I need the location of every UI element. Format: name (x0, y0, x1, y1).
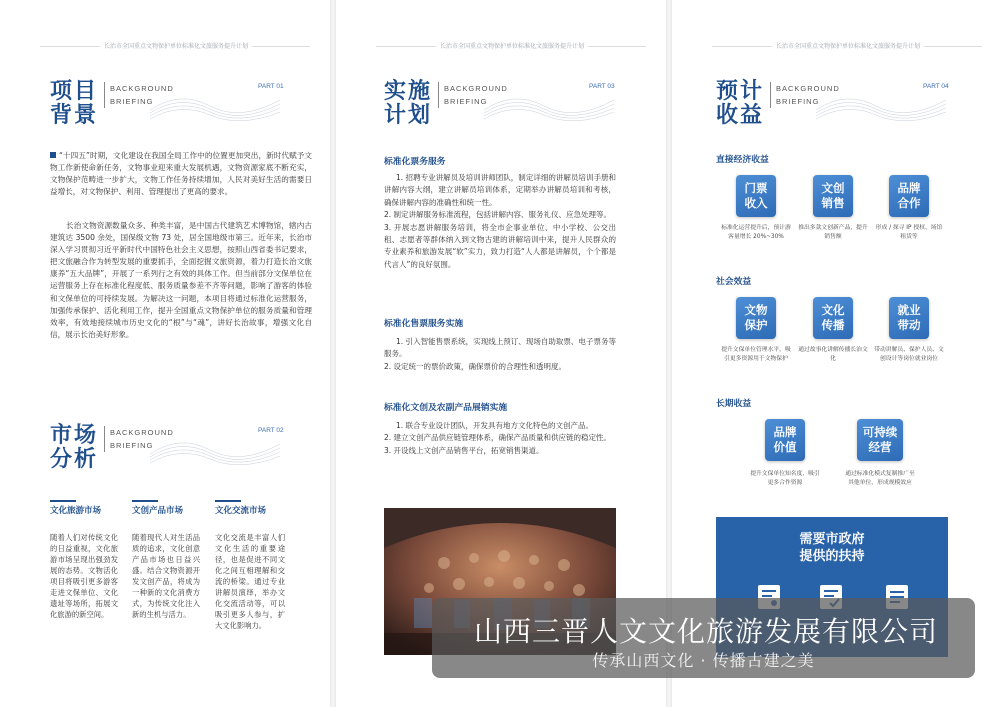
section-header-benefit (716, 80, 956, 136)
benefit-category-title: 社会效益 (716, 277, 752, 287)
benefit-category-title: 直接经济收益 (716, 155, 769, 165)
wave-decoration (150, 424, 280, 468)
section-subtitle: BACKGROUND BRIEFING (104, 82, 174, 108)
market-col-text: 随着人们对传统文化的日益重视，文化旅游市场呈现出强劲发展的态势。文物活化项目将吸引更多游客走进文保单位、文化遗址等场所，拓展文化旅游的新空间。 (50, 533, 118, 619)
part-label: PART 02 (258, 427, 284, 434)
benefit-category-title: 长期收益 (716, 399, 752, 409)
part-label: PART 04 (923, 83, 949, 90)
section-title: 预计 收益 (716, 79, 765, 128)
part-label: PART 01 (258, 83, 284, 90)
benefit-desc: 通过标准化模式复制推广至其他单位，形成规模效应 (845, 471, 915, 486)
background-paragraph-1 (50, 150, 312, 198)
benefit-desc: 带动讲解员、保护人员、文创设计等岗位就业岗位 (874, 347, 944, 362)
plan-block-text: 1. 引入智能售票系统，实现线上预订、现场自助取票、电子票务等服务。 2. 设定统一的票价政策，确保票价的合理性和透明度。 (384, 337, 616, 371)
market-col-title: 文化交流市场 (215, 506, 267, 516)
plan-block-title: 标准化票务服务 (384, 157, 446, 167)
company-watermark-overlay (432, 598, 975, 678)
benefit-desc: 推出多款文创新产品，提升销售额 (798, 225, 868, 240)
section-header-plan (384, 80, 624, 136)
benefit-desc: 形成 / 探寻 IP 授权、场馆租赁等 (875, 225, 943, 240)
benefit-box: 品牌 价值 (765, 419, 805, 461)
company-name: 山西三晋人文文化旅游发展有限公司 (473, 615, 938, 648)
section-title: 实施 计划 (384, 79, 433, 128)
plan-block-text: 1. 招聘专业讲解员及培训讲师团队，制定详细的讲解员培训手册和讲解内容大纲，建立讲解员培训体系，定期举办讲解员培训和考核，确保讲解内容的准确性和统一性。 2. 制定讲解服务标准流程，包括讲解内容、服务礼仪、应急处理等。 3. 开展志愿讲解服务培训，将全市企事业单位、中小学校、公交出租、志愿者等群体纳入到文物古建的讲解培训中来，提升人民群众的专业素养和旅游发展“软”实力，致力打造“人人都是讲解员，个个都是代言人”的良好氛围。 (384, 173, 616, 269)
section-subtitle: BACKGROUND BRIEFING (104, 426, 174, 452)
header-text: 长治市全国重点文物保护单位标准化文旅服务提升计划 (772, 41, 924, 50)
wave-decoration (484, 80, 614, 124)
section-subtitle: BACKGROUND BRIEFING (770, 82, 840, 108)
wave-decoration (816, 80, 946, 124)
header-text: 长治市全国重点文物保护单位标准化文旅服务提升计划 (100, 41, 252, 50)
benefit-box: 可持续 经营 (857, 419, 903, 461)
header-text: 长治市全国重点文物保护单位标准化文旅服务提升计划 (436, 41, 588, 50)
bullet-icon (50, 152, 56, 158)
plan-block-title: 标准化文创及农副产品展销实施 (384, 403, 508, 413)
market-col-text: 随着现代人对生活品质的追求，文化创意产品市场也日益兴盛。结合文物资源开发文创产品，将成为一种新的文化消费方式，为传统文化注入新的生机与活力。 (132, 533, 200, 619)
benefit-box: 文创 销售 (813, 175, 853, 217)
column-accent (50, 500, 76, 502)
section-header-background (50, 80, 290, 136)
background-paragraph-2: 长治文物资源数量众多、种类丰富，是中国古代建筑艺术博物馆，辖内古建筑达 3500 余处，国保级文物 73 处，居全国地级市第三。近年来，长治市深入学习贯彻习近平新时代中国特色社会主义思想，按照山西省委书记要求，把文旅融合作为转型发展的重要抓手，全面挖掘文旅资源，着力打造长治文旅康养“五大品牌”，开展了一系列行之有效的具体工作。但当前部分文保单位在运营服务上存在标准化程度低、服务质量参差不齐等问题，影响了游客的体验和文保单位的可持续发展。为解决这一问题，本项目将通过标准化运营服务，加强传承保护、活化利用工作，提升全国重点文物保护单位的服务质量和管理效率，有效地接续城市历史文化的“根”与“魂”，讲好长治故事，增强文化自信，展示长治美好形象。 (50, 221, 312, 339)
benefit-box: 品牌 合作 (889, 175, 929, 217)
wave-decoration (150, 80, 280, 124)
benefit-desc: 通过故事化讲解传播长治文化 (798, 347, 868, 362)
part-label: PART 03 (589, 83, 615, 90)
section-title: 市场 分析 (50, 423, 99, 472)
benefit-box: 文物 保护 (736, 297, 776, 339)
section-subtitle: BACKGROUND BRIEFING (438, 82, 508, 108)
market-col-title: 文创产品市场 (132, 506, 184, 516)
benefit-desc: 标准化运营提升后，预计游客量增长 20%~30% (721, 225, 791, 240)
market-col-text: 文化交流是丰富人们文化生活的重要途径，也是促进不同文化之间互相理解和交流的桥梁。通过专业讲解员演绎，举办文化交流活动等，可以吸引更多人参与，扩大文化影响力。 (215, 533, 285, 630)
plan-block-text: 1. 联合专业设计团队，开发具有地方文化特色的文创产品。 2. 建立文创产品供应链管理体系，确保产品质量和供应链的稳定性。 3. 开设线上文创产品销售平台，拓宽销售渠道。 (384, 421, 612, 455)
plan-block-title: 标准化售票服务实施 (384, 319, 464, 329)
column-accent (132, 500, 158, 502)
benefit-desc: 提升文保单位管理水平，吸引更多资源用于文物保护 (721, 347, 791, 362)
paragraph-text: “十四五”时期，文化建设在我国全局工作中的位置更加突出，新时代赋予文物工作新使命新任务，文物事业迎来重大发展机遇，文物资源家底不断充实，文物保护范畴进一步扩大，文物工作任务持续增加，人民对美好生活的需要日益增长，对文物保护、利用、管理提出了更高的要求。 (50, 151, 312, 197)
benefit-box: 文化 传播 (813, 297, 853, 339)
benefit-box: 就业 带动 (889, 297, 929, 339)
section-title: 项目 背景 (50, 79, 99, 128)
support-title: 需要市政府 提供的扶持 (799, 532, 865, 564)
benefit-desc: 提升文保单位知名度，吸引更多合作资源 (750, 471, 820, 486)
company-slogan: 传承山西文化 · 传播古建之美 (592, 651, 815, 670)
benefit-box: 门票 收入 (736, 175, 776, 217)
section-header-market (50, 424, 290, 480)
column-accent (215, 500, 241, 502)
market-col-title: 文化旅游市场 (50, 506, 102, 516)
